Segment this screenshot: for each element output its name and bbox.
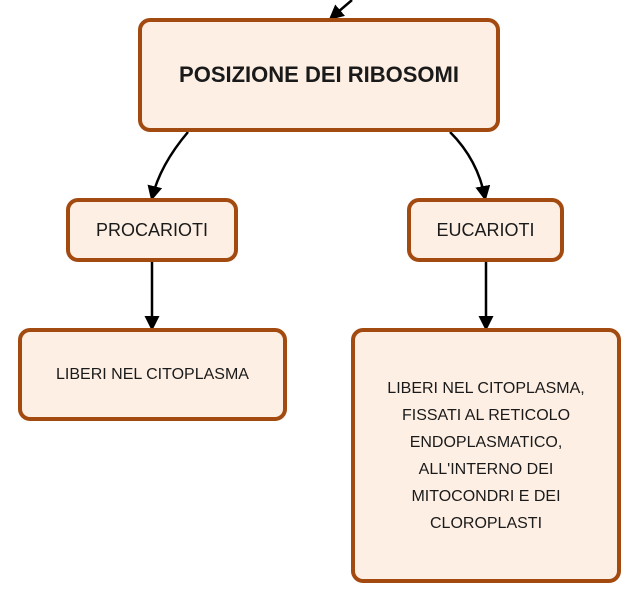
node-eucarioti-label: EUCARIOTI [436,219,535,240]
node-procarioti-description[interactable] [18,328,287,421]
node-procarioti[interactable] [66,198,238,262]
node-eucarioti[interactable] [407,198,564,262]
connector-root-eucarioti [450,132,485,198]
node-procarioti-label: PROCARIOTI [95,219,208,240]
incoming-connector [331,0,352,18]
procarioti-description-text: LIBERI NEL CITOPLASMA [56,365,249,383]
root-node[interactable] [138,18,500,132]
connector-root-procarioti [152,132,188,198]
node-eucarioti-description[interactable]: LIBERI NEL CITOPLASMA, FISSATI AL RETICOLO ENDOPLASMATICO, ALL'INTERNO DEI MITOCONDRI E DEI CLOROPLASTI [351,328,621,583]
root-node-label: POSIZIONE DEI RIBOSOMI [179,62,459,87]
